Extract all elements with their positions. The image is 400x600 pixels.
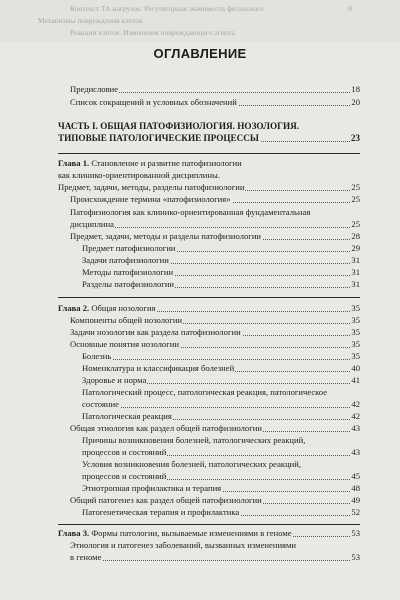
page-title: ОГЛАВЛЕНИЕ [153,46,247,61]
toc-entry-label: Предисловие [70,84,119,94]
toc-page-number: 40 [351,363,360,373]
toc-entry-label: Патогенетическая терапия и профилактика [82,507,240,517]
toc-entry-label-cont: состояние [82,399,119,409]
divider [58,297,360,298]
toc-entry[interactable] [70,423,360,434]
toc-page-number: 28 [351,231,360,241]
toc-page-number: 25 [351,194,360,204]
toc-entry[interactable] [82,363,360,374]
toc-page-number: 25 [351,219,360,229]
ghost-line: Реакции клеток. Изменения повреждающего агента [70,28,235,37]
toc-entry-label: Этиотропная профилактика и терапия [82,483,222,493]
toc-entry[interactable] [70,194,360,205]
toc-page-number: 43 [351,447,360,457]
toc-entry[interactable] [70,552,360,563]
toc-entry[interactable] [70,231,360,242]
chapter-label: Глава 3. [58,528,90,538]
toc-entry[interactable] [82,411,360,422]
toc-entry[interactable] [82,279,360,290]
toc-page-number: 53 [351,552,360,562]
toc-entry-label: Компоненты общей нозологии [70,315,183,325]
toc-entry[interactable] [82,351,360,362]
chapter-heading[interactable] [58,158,242,169]
toc-entry-label: Задачи патофизиологии [82,255,169,265]
toc-page-number: 52 [351,507,360,517]
part-heading-line2: ТИПОВЫЕ ПАТОЛОГИЧЕСКИЕ ПРОЦЕССЫ [58,133,259,143]
chapter-label: Глава 2. [58,303,90,313]
toc-entry-label: Методы патофизиологии [82,267,174,277]
chapter-label: Глава 1. [58,158,90,168]
toc-page-number: 35 [351,351,360,361]
toc-entry-label: Список сокращений и условных обозначений [70,97,237,107]
toc-page-number: 35 [351,315,360,325]
toc-page-number: 35 [351,339,360,349]
toc-entry[interactable] [70,339,360,350]
toc-entry[interactable] [82,483,360,494]
toc-entry[interactable] [70,219,360,230]
toc-entry-label: Этиология и патогенез заболеваний, вызванных изменениями [70,540,297,550]
toc-entry[interactable] [70,315,360,326]
toc-page-number: 53 [351,528,360,538]
toc-entry-label: Условия возникновения болезней, патологических реакций, [82,459,302,469]
toc-entry-label: Предмет, задачи, методы, разделы патофизиологии [58,182,245,192]
part-heading: ЧАСТЬ I. ОБЩАЯ ПАТОФИЗИОЛОГИЯ. НОЗОЛОГИЯ. [58,121,300,131]
toc-entry-label: Патологическая реакция [82,411,172,421]
divider [58,153,360,154]
toc-entry-label-cont: процессов и состояний [82,447,167,457]
divider [58,524,360,525]
toc-page-number: 42 [351,411,360,421]
toc-entry-label: Разделы патофизиологии [82,279,175,289]
toc-entry-part-1[interactable] [58,133,360,144]
toc-entry[interactable] [82,507,360,518]
toc-page-number: 35 [351,327,360,337]
toc-entry-chapter-3[interactable] [58,528,360,539]
toc-page-number: 31 [351,267,360,277]
ghost-line: Контекст ТА нагрузок. Регуляторная значимость фетального [70,4,264,13]
toc-entry-label-cont: процессов и состояний [82,471,167,481]
toc-entry-label: Основные понятия нозологии [70,339,179,349]
toc-entry[interactable] [82,471,360,482]
toc-entry-label: Предмет, задачи, методы и разделы патофизиологии [70,231,262,241]
toc-page-number: 49 [351,495,360,505]
chapter-title-cont: как клинико-ориентированной дисциплины. [58,170,220,180]
chapter-title: Общая нозология [91,303,156,313]
toc-entry-label: Происхождение термина «патофизиология» [70,194,231,204]
toc-entry-label: Патологический процесс, патологическая реакция, патологическое [82,387,328,397]
toc-entry[interactable] [82,399,360,410]
toc-entry-label: Патофизиология как клинико-ориентированная фундаментальная [70,207,311,217]
toc-entry-label: Задачи нозологии как раздела патофизиологии [70,327,241,337]
toc-page-number: 23 [350,133,360,143]
chapter-title: Становление и развитие патофизиологии [91,158,242,168]
toc-page-number: 29 [351,243,360,253]
toc-entry-label: Общая этиология как раздел общей патофизиологии [70,423,262,433]
toc-page-number: 25 [351,182,360,192]
toc-page-number: 48 [351,483,360,493]
toc-entry-label: Болезнь [82,351,112,361]
toc-page-number: 31 [351,255,360,265]
toc-entry-label: Общий патогенез как раздел общей патофизиологии [70,495,262,505]
toc-entry-label: Здоровье и норма [82,375,147,385]
toc-page-number: 45 [351,471,360,481]
toc-entry-label-cont: дисциплина [70,219,114,229]
toc-page-number: 35 [351,303,360,313]
toc-entry[interactable] [82,243,360,254]
toc-entry-label: Предмет патофизиологии [82,243,176,253]
toc-entry[interactable] [82,267,360,278]
toc-entry-preface[interactable] [70,84,360,95]
toc-entry[interactable] [58,182,360,193]
toc-entry-label-cont: в геноме [70,552,102,562]
toc-entry[interactable] [82,255,360,266]
toc-page-number: 18 [351,84,360,94]
toc-entry[interactable] [70,327,360,338]
toc-page-number: 43 [351,423,360,433]
chapter-title: Формы патологии, вызываемые изменениями в геноме [91,528,292,538]
toc-entry-label: Причины возникновения болезней, патологических реакций, [82,435,306,445]
ghost-line: Механизмы повреждения клеток [38,16,143,25]
toc-entry-abbreviations[interactable] [70,97,360,108]
toc-entry[interactable] [82,375,360,386]
toc-page-number: 42 [351,399,360,409]
toc-page-number: 31 [351,279,360,289]
toc-entry[interactable] [82,447,360,458]
toc-entry[interactable] [70,495,360,506]
toc-entry-chapter-2[interactable] [58,303,360,314]
toc-page-number: 20 [351,97,360,107]
toc-page-number: 41 [351,375,360,385]
ghost-page-number: 8 [348,4,352,13]
toc-entry-label: Номенклатура и классификация болезней [82,363,235,373]
